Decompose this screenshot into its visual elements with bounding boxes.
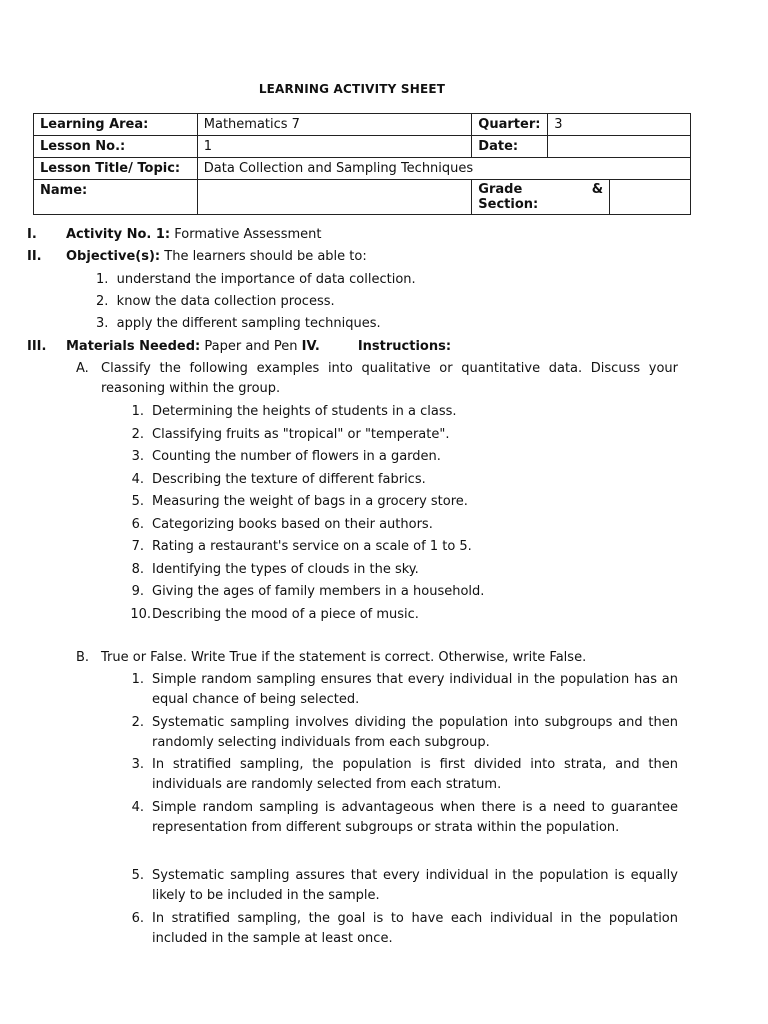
section-ii-num: II.	[27, 249, 42, 264]
name-label: Name:	[34, 180, 198, 215]
list-item: Simple random sampling is advantageous when there is a need to guarantee representation from different subgroups or strata within the population.	[152, 800, 678, 835]
learning-area-row	[34, 114, 691, 136]
grade-section-label	[472, 180, 610, 215]
list-item: Identifying the types of clouds in the sky.	[152, 562, 419, 577]
objectives-text: The learners should be able to:	[160, 249, 367, 264]
section-ii-content	[66, 247, 367, 267]
learning-area-value: Mathematics 7	[197, 114, 472, 136]
quarter-value: 3	[548, 114, 691, 136]
list-item: Giving the ages of family members in a household.	[152, 584, 485, 599]
learning-area-label: Learning Area:	[34, 114, 198, 136]
ampersand-label: &	[591, 182, 604, 197]
list-item: Describing the texture of different fabrics.	[152, 472, 426, 487]
lesson-title-row	[34, 158, 691, 180]
quarter-label: Quarter:	[472, 114, 548, 136]
list-item: Describing the mood of a piece of music.	[152, 607, 419, 622]
name-row	[34, 180, 691, 215]
grade-section-value[interactable]	[610, 180, 691, 215]
section-iii-content	[66, 337, 451, 357]
section-i	[27, 225, 37, 245]
objectives-label: Objective(s):	[66, 249, 161, 264]
part-b-instruction: True or False. Write True if the statement is correct. Otherwise, write False.	[101, 650, 587, 665]
section-label: Section:	[478, 197, 539, 212]
date-value[interactable]	[548, 136, 691, 158]
section-iv-num: IV.	[301, 339, 320, 354]
list-item: Simple random sampling ensures that every individual in the population has an equal chance of being selected.	[152, 672, 678, 707]
part-a-instruction: Classify the following examples into qualitative or quantitative data. Discuss your reasoning within the group.	[101, 361, 678, 396]
list-item: Classifying fruits as "tropical" or "temperate".	[152, 427, 450, 442]
lesson-info-table	[33, 113, 691, 215]
grade-label: Grade	[478, 182, 523, 197]
list-item: 3. apply the different sampling techniques.	[96, 316, 381, 331]
lesson-no-label: Lesson No.:	[34, 136, 198, 158]
name-value[interactable]	[197, 180, 472, 215]
part-b-letter: B.	[76, 650, 90, 665]
list-item: Counting the number of flowers in a garden.	[152, 449, 441, 464]
section-iii	[27, 337, 46, 357]
sheet-title: LEARNING ACTIVITY SHEET	[258, 82, 446, 96]
list-item: In stratified sampling, the population is first divided into strata, and then individuals are randomly selected from each stratum.	[152, 757, 678, 792]
section-i-num: I.	[27, 227, 37, 242]
list-item: Systematic sampling assures that every individual in the population is equally likely to be included in the sample.	[152, 868, 678, 903]
part-a-letter: A.	[76, 361, 89, 376]
lesson-title-label: Lesson Title/ Topic:	[34, 158, 198, 180]
list-item: Rating a restaurant's service on a scale of 1 to 5.	[152, 539, 472, 554]
section-ii	[27, 247, 42, 267]
activity-label: Activity No. 1:	[66, 227, 171, 242]
list-item: In stratified sampling, the goal is to have each individual in the population included in the sample at least once.	[152, 911, 678, 946]
materials-label: Materials Needed:	[66, 339, 201, 354]
list-item: Systematic sampling involves dividing the population into subgroups and then randomly selecting individuals from each subgroup.	[152, 715, 678, 750]
section-iii-num: III.	[27, 339, 47, 354]
list-item: Categorizing books based on their authors.	[152, 517, 433, 532]
lesson-no-row	[34, 136, 691, 158]
lesson-no-value: 1	[197, 136, 472, 158]
list-item: 2. know the data collection process.	[96, 294, 335, 309]
activity-text: Formative Assessment	[170, 227, 322, 242]
instructions-label: Instructions:	[357, 339, 452, 354]
section-i-content	[66, 225, 321, 245]
materials-text: Paper and Pen	[200, 339, 302, 354]
date-label: Date:	[472, 136, 548, 158]
list-item: 1. understand the importance of data collection.	[96, 272, 416, 287]
list-item: Measuring the weight of bags in a grocery store.	[152, 494, 468, 509]
list-item: Determining the heights of students in a class.	[152, 404, 457, 419]
lesson-title-value: Data Collection and Sampling Techniques	[197, 158, 690, 180]
